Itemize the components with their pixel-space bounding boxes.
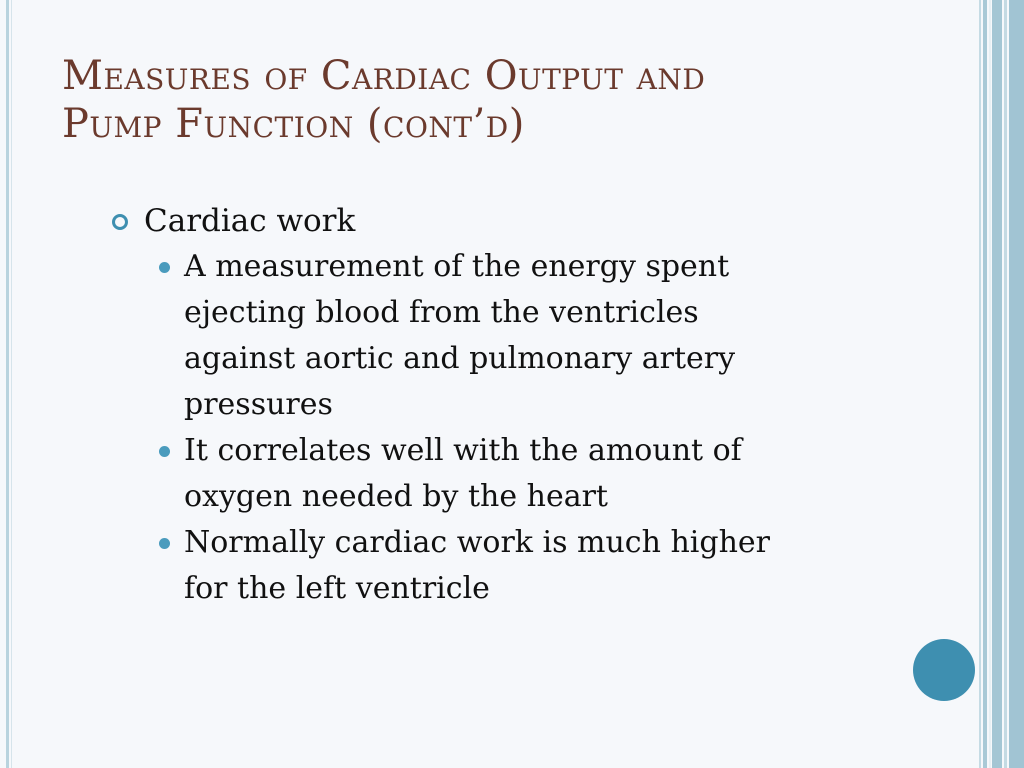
right-stripe xyxy=(979,0,981,768)
sub-bullet-line: against aortic and pulmonary artery xyxy=(184,341,736,376)
dot-bullet-icon xyxy=(159,538,170,549)
sub-bullet-line: pressures xyxy=(184,387,333,422)
slide-body xyxy=(108,198,878,612)
right-stripe xyxy=(989,0,991,768)
sub-bullet-line: for the left ventricle xyxy=(184,571,490,606)
sub-bullet-line: oxygen needed by the heart xyxy=(184,479,608,514)
sub-bullet-line: A measurement of the energy spent xyxy=(184,249,730,284)
slide-title-line-1: Measures of Cardiac Output and xyxy=(62,53,706,99)
right-stripe xyxy=(1009,0,1024,768)
sub-bullet-item xyxy=(147,520,878,612)
right-stripe xyxy=(992,0,1002,768)
dot-bullet-icon xyxy=(159,446,170,457)
bullet-text: Cardiac work xyxy=(144,203,356,239)
sub-bullet-line: ejecting blood from the ventricles xyxy=(184,295,699,330)
bullet-cardiac-work xyxy=(108,198,878,244)
decorative-circle xyxy=(913,639,975,701)
right-stripe xyxy=(1004,0,1007,768)
left-border-inner-line xyxy=(11,0,12,768)
ring-bullet-icon xyxy=(112,214,128,230)
sub-bullet-line: Normally cardiac work is much higher xyxy=(184,525,770,560)
sub-bullet-item xyxy=(147,428,878,520)
dot-bullet-icon xyxy=(159,262,170,273)
sub-bullet-line: It correlates well with the amount of xyxy=(184,433,742,468)
sub-bullet-list xyxy=(108,244,878,612)
right-stripe xyxy=(983,0,987,768)
left-border-line xyxy=(6,0,9,768)
slide-title xyxy=(62,52,942,148)
slide-title-line-2: Pump Function (cont’d) xyxy=(62,101,525,147)
sub-bullet-item xyxy=(147,244,878,428)
